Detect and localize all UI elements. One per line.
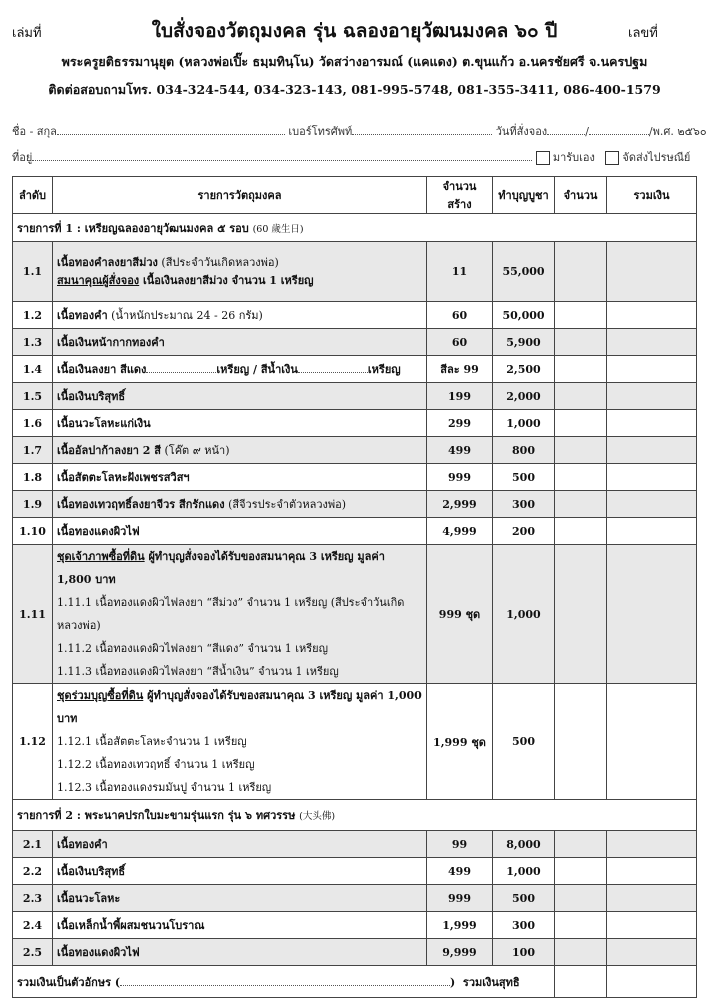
item-cell: [53, 242, 427, 302]
donation-price: 300: [493, 491, 555, 518]
donation-price: 1,000: [493, 410, 555, 437]
row-no: 1.9: [13, 491, 53, 518]
quantity-made: 1,999: [427, 912, 493, 939]
set-title: ชุดเจ้าภาพซื้อที่ดิน: [57, 550, 145, 563]
pickup-label: มารับเอง: [552, 151, 595, 164]
total-words-close: ): [450, 975, 456, 989]
item-name: เนื้อนวะโลหะ: [53, 885, 427, 912]
bonus-label: สมนาคุณผู้สั่งจอง: [57, 273, 140, 287]
row-no: 1.1: [13, 242, 53, 302]
item-note: (สีจีวรประจำตัวหลวงพ่อ): [224, 498, 347, 511]
row-no: 2.1: [13, 831, 53, 858]
amount-input[interactable]: [555, 912, 607, 939]
item-note: (น้ำหนักประมาณ 24 - 26 กรัม): [107, 309, 263, 322]
category-2-title: รายการที่ 2 : พระนาคปรกใบมะขามรุ่นแรก รุ่น ๖ ทศวรรษ: [17, 809, 296, 822]
name-label: ชื่อ - สกุล: [12, 125, 57, 138]
set-item: 1.11.1 เนื้อทองแดงผิวไฟลงยา “สีม่วง” จำนวน 1 เหรียญ (สีประจำวันเกิดหลวงพ่อ): [57, 596, 405, 632]
year-label: พ.ศ. ๒๕๖๐: [652, 125, 707, 138]
item-name: เนื้อทองคำลงยาสีม่วง: [57, 255, 158, 269]
donation-price: 1,000: [493, 858, 555, 885]
set-title: ชุดร่วมบุญซื้อที่ดิน: [57, 689, 144, 702]
quantity-made: 1,999 ชุด: [427, 684, 493, 800]
day-field[interactable]: [547, 124, 585, 135]
table-row: [13, 518, 697, 545]
table-row: [13, 437, 697, 464]
row-no: 2.3: [13, 885, 53, 912]
total-input[interactable]: [607, 410, 697, 437]
category-1-title: รายการที่ 1 : เหรียญฉลองอายุวัฒนมงคล ๕ รอบ: [17, 221, 249, 235]
table-row: [13, 356, 697, 383]
row-no: 1.12: [13, 684, 53, 800]
contact-line: ติดต่อสอบถามโทร. 034-324-544, 034-323-143, 081-995-5748, 081-355-3411, 086-400-1579: [48, 82, 661, 97]
amount-input[interactable]: [555, 491, 607, 518]
set-cell: [53, 545, 427, 684]
total-input[interactable]: [607, 684, 697, 800]
quantity-made: 9,999: [427, 939, 493, 966]
table-row: [13, 302, 697, 329]
red-count-field[interactable]: [146, 362, 216, 373]
blue-count-field[interactable]: [298, 362, 368, 373]
row-no: 1.5: [13, 383, 53, 410]
category-row: [13, 214, 697, 242]
set-item: 1.11.3 เนื้อทองแดงผิวไฟลงยา “สีน้ำเงิน” จำนวน 1 เหรียญ: [57, 665, 339, 678]
quantity-made: 11: [427, 242, 493, 302]
donation-price: 2,000: [493, 383, 555, 410]
table-row: [13, 329, 697, 356]
row-no: 1.11: [13, 545, 53, 684]
table-row: [13, 684, 697, 800]
amount-input[interactable]: [555, 939, 607, 966]
address-field[interactable]: [32, 150, 532, 161]
table-row: [13, 545, 697, 684]
item-name: เนื้อทองคำ: [53, 831, 427, 858]
phone-label: เบอร์โทรศัพท์: [288, 125, 353, 138]
col-donation: ทำบุญบูชา: [493, 177, 555, 214]
form-title: ใบสั่งจองวัตถุมงคล รุ่น ฉลองอายุวัฒนมงคล ๖๐ ปี: [151, 20, 558, 42]
table-row: [13, 885, 697, 912]
amount-input[interactable]: [555, 464, 607, 491]
total-row: [13, 966, 697, 998]
item-name: เนื้อทองคำ: [57, 309, 108, 322]
mail-checkbox[interactable]: [605, 151, 619, 165]
quantity-made: 999 ชุด: [427, 545, 493, 684]
donation-price: 50,000: [493, 302, 555, 329]
amount-input[interactable]: [555, 545, 607, 684]
item-name: เนื้อทองเทวฤทธิ์ลงยาจีวร สีกรักแดง: [57, 498, 225, 511]
amount-input[interactable]: [555, 242, 607, 302]
set-item: 1.12.2 เนื้อทองเทวฤทธิ์ จำนวน 1 เหรียญ: [57, 758, 255, 771]
item-name: เนื้อนวะโลหะแก่เงิน: [53, 410, 427, 437]
donation-price: 8,000: [493, 831, 555, 858]
donation-price: 1,000: [493, 545, 555, 684]
donation-price: 300: [493, 912, 555, 939]
donation-price: 5,900: [493, 329, 555, 356]
total-input[interactable]: [607, 831, 697, 858]
total-input[interactable]: [607, 858, 697, 885]
item-name: เนื้อเหล็กน้ำพี้ผสมชนวนโบราณ: [53, 912, 427, 939]
net-total-label: รวมเงินสุทธิ: [462, 975, 520, 989]
amount-input[interactable]: [555, 831, 607, 858]
table-row: [13, 939, 697, 966]
quantity-made: 99: [427, 831, 493, 858]
bonus-text: เนื้อเงินลงยาสีม่วง จำนวน 1 เหรียญ: [139, 273, 314, 287]
total-input[interactable]: [607, 242, 697, 302]
donation-price: 500: [493, 464, 555, 491]
amount-input[interactable]: [555, 885, 607, 912]
total-input[interactable]: [607, 912, 697, 939]
item-mid: เหรียญ / สีน้ำเงิน: [216, 363, 298, 376]
document-number-label: เลขที่: [628, 26, 658, 41]
amount-input[interactable]: [555, 302, 607, 329]
total-input[interactable]: [607, 939, 697, 966]
amount-input[interactable]: [555, 383, 607, 410]
table-row: [13, 831, 697, 858]
set-item: 1.12.1 เนื้อสัตตะโลหะจำนวน 1 เหรียญ: [57, 735, 247, 748]
table-row: [13, 858, 697, 885]
col-item: รายการวัตถุมงคล: [53, 177, 427, 214]
category-1-note: (60 歲生日): [252, 223, 304, 235]
mail-label: จัดส่งไปรษณีย์: [622, 151, 691, 164]
total-input[interactable]: [607, 491, 697, 518]
donation-price: 500: [493, 684, 555, 800]
name-row: ชื่อ - สกุล เบอร์โทรศัพท์ วันที่สั่งจอง / /พ.ศ. ๒๕๖๐: [12, 125, 707, 138]
item-note: (โค๊ต ๙ หน้า): [161, 444, 230, 457]
total-input[interactable]: [607, 885, 697, 912]
set-desc: ผู้ทำบุญสั่งจองได้รับของสมนาคุณ 3 เหรียญ มูลค่า 1,000 บาท: [57, 689, 422, 725]
order-table: [12, 176, 697, 998]
category-row: [13, 800, 697, 831]
pickup-checkbox[interactable]: [536, 151, 550, 165]
total-words-field[interactable]: [120, 975, 450, 986]
item-name: เนื้ออัลปาก้าลงยา 2 สี: [57, 444, 161, 457]
total-input[interactable]: [607, 437, 697, 464]
row-no: 2.5: [13, 939, 53, 966]
table-header: [13, 177, 697, 214]
quantity-made: 199: [427, 383, 493, 410]
table-row: [13, 410, 697, 437]
row-no: 1.8: [13, 464, 53, 491]
book-number-label: เล่มที่: [12, 26, 42, 41]
quantity-made: 999: [427, 885, 493, 912]
item-name: เนื้อเงินบริสุทธิ์: [53, 858, 427, 885]
set-item: 1.11.2 เนื้อทองแดงผิวไฟลงยา “สีแดง” จำนวน 1 เหรียญ: [57, 642, 329, 655]
quantity-made: สีละ 99: [427, 356, 493, 383]
amount-input[interactable]: [555, 329, 607, 356]
table-row: [13, 383, 697, 410]
total-input[interactable]: [607, 383, 697, 410]
net-total-input[interactable]: [607, 966, 697, 998]
col-total: รวมเงิน: [607, 177, 697, 214]
item-name: เนื้อทองแดงผิวไฟ: [53, 939, 427, 966]
total-input[interactable]: [607, 356, 697, 383]
col-no: ลำดับ: [13, 177, 53, 214]
item-name: เนื้อเงินบริสุทธิ์: [53, 383, 427, 410]
table-row: [13, 464, 697, 491]
table-row: [13, 912, 697, 939]
temple-line: พระครูยติธรรมานุยุต (หลวงพ่อเปิ๊ะ ธมฺมทินฺโน) วัดสว่างอารมณ์ (แคแดง) ต.ขุนแก้ว อ.นครชัยศรี จ.นครปฐม: [61, 54, 648, 69]
row-no: 1.3: [13, 329, 53, 356]
amount-input[interactable]: [555, 356, 607, 383]
total-input[interactable]: [607, 329, 697, 356]
name-field[interactable]: [57, 124, 285, 135]
row-no: 1.6: [13, 410, 53, 437]
item-name: เนื้อสัตตะโลหะฝังเพชรสวิสฯ: [53, 464, 427, 491]
category-2-note: (大头佛): [299, 811, 336, 822]
quantity-made: 60: [427, 302, 493, 329]
total-input[interactable]: [607, 518, 697, 545]
table-row: [13, 491, 697, 518]
quantity-made: 60: [427, 329, 493, 356]
quantity-made: 499: [427, 437, 493, 464]
col-quantity-made: จำนวนสร้าง: [427, 177, 493, 214]
date-label: วันที่สั่งจอง: [495, 125, 548, 138]
col-amount: จำนวน: [555, 177, 607, 214]
donation-price: 200: [493, 518, 555, 545]
total-words-label: รวมเงินเป็นตัวอักษร (: [17, 975, 121, 989]
table-row: [13, 242, 697, 302]
row-no: 2.2: [13, 858, 53, 885]
item-name: เนื้อเงินลงยา สีแดง: [57, 363, 147, 376]
quantity-made: 4,999: [427, 518, 493, 545]
donation-price: 800: [493, 437, 555, 464]
address-label: ที่อยู่: [12, 151, 33, 164]
row-no: 1.7: [13, 437, 53, 464]
quantity-made: 2,999: [427, 491, 493, 518]
quantity-made: 499: [427, 858, 493, 885]
donation-price: 100: [493, 939, 555, 966]
amount-input[interactable]: [555, 518, 607, 545]
amount-input[interactable]: [555, 684, 607, 800]
quantity-made: 999: [427, 464, 493, 491]
address-row: [12, 148, 690, 166]
item-note: (สีประจำวันเกิดหลวงพ่อ): [157, 255, 279, 269]
set-cell: [53, 684, 427, 800]
total-input[interactable]: [607, 464, 697, 491]
donation-price: 55,000: [493, 242, 555, 302]
set-desc: ผู้ทำบุญสั่งจองได้รับของสมนาคุณ 3 เหรียญ มูลค่า 1,800 บาท: [57, 550, 385, 586]
item-name: เนื้อทองแดงผิวไฟ: [53, 518, 427, 545]
item-name: เนื้อเงินหน้ากากทองคำ: [53, 329, 427, 356]
amount-input[interactable]: [555, 437, 607, 464]
quantity-made: 299: [427, 410, 493, 437]
phone-field[interactable]: [352, 124, 492, 135]
row-no: 2.4: [13, 912, 53, 939]
donation-price: 2,500: [493, 356, 555, 383]
set-item: 1.12.3 เนื้อทองแดงรมมันปู จำนวน 1 เหรียญ: [57, 781, 272, 794]
net-amount-input[interactable]: [555, 966, 607, 998]
row-no: 1.4: [13, 356, 53, 383]
amount-input[interactable]: [555, 858, 607, 885]
item-end: เหรียญ: [367, 363, 401, 376]
total-input[interactable]: [607, 545, 697, 684]
total-input[interactable]: [607, 302, 697, 329]
month-field[interactable]: [589, 124, 649, 135]
row-no: 1.10: [13, 518, 53, 545]
donation-price: 500: [493, 885, 555, 912]
row-no: 1.2: [13, 302, 53, 329]
amount-input[interactable]: [555, 410, 607, 437]
